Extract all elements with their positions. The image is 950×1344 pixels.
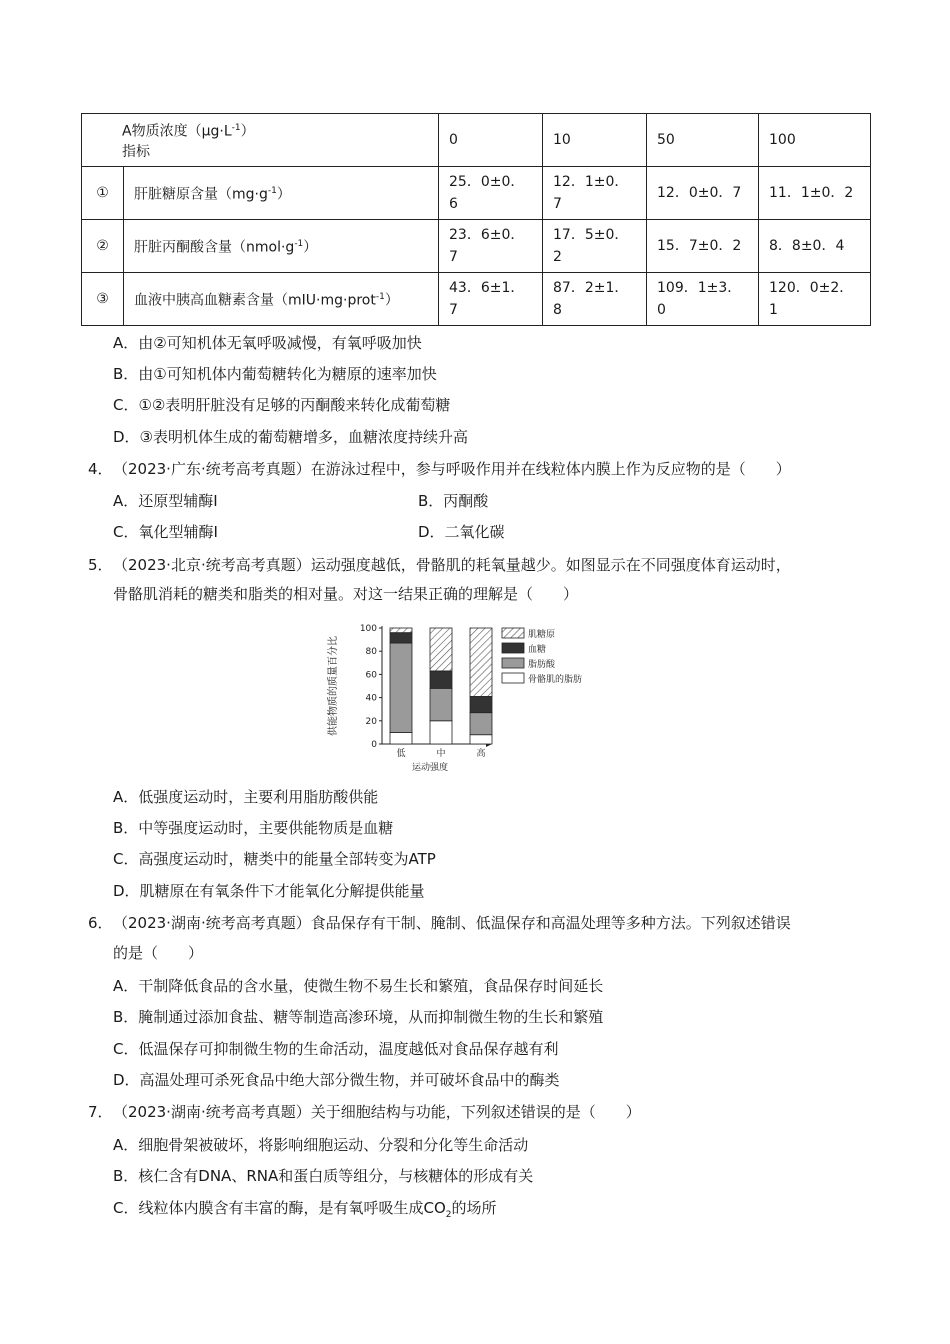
chart-bar-segment — [390, 633, 412, 643]
q5-number: 5． — [88, 556, 113, 574]
table-cell: 11．1±0．2 — [759, 167, 871, 220]
q7-stem-text: （2023·湖南·统考高考真题）关于细胞结构与功能，下列叙述错误的是（ ） — [113, 1103, 641, 1121]
chart-legend-label: 血糖 — [528, 645, 547, 655]
chart-bar-segment — [470, 696, 492, 712]
chart-legend-swatch — [502, 643, 524, 653]
header-label-a: A物质浓度（μg·L — [122, 123, 232, 140]
chart-xlabel: 运动强度 — [411, 763, 449, 773]
q3-option-c[interactable]: C．①②表明肝脏没有足够的丙酮酸来转化成葡萄糖 — [113, 396, 451, 414]
chart-bar-segment — [430, 671, 452, 688]
q4-number: 4． — [88, 460, 113, 478]
chart-legend-label: 脂肪酸 — [528, 660, 556, 670]
q7-option-c-text: C．线粒体内膜含有丰富的酶，是有氧呼吸生成CO — [113, 1199, 446, 1217]
q3-option-d[interactable]: D．③表明机体生成的葡萄糖增多，血糖浓度持续升高 — [113, 428, 468, 446]
chart-bar-segment — [390, 732, 412, 744]
chart-bar-segment — [470, 628, 492, 696]
chart-svg — [318, 618, 618, 778]
chart-bar-segment — [430, 628, 452, 671]
table-cell: 109．1±3．0 — [647, 273, 759, 326]
q7-option-c-sub: 2 — [445, 1210, 452, 1220]
chart-bar-segment — [430, 721, 452, 744]
q7-option-c-tail: 的场所 — [451, 1199, 497, 1217]
chart-category-label: 中 — [436, 749, 446, 759]
row-metric-sup: -1 — [375, 292, 385, 303]
row-metric-sup: -1 — [294, 239, 304, 250]
chart-bar-segment — [390, 643, 412, 732]
q7-option-c[interactable] — [113, 1198, 497, 1225]
q5-option-b[interactable]: B．中等强度运动时，主要供能物质是血糖 — [113, 819, 394, 837]
q5-option-d[interactable]: D．肌糖原在有氧条件下才能氧化分解提供能量 — [113, 882, 425, 900]
chart-ytick-label: 0 — [371, 740, 377, 750]
chart-bar-segment — [390, 628, 412, 633]
q6-stem-line2: 的是（ ） — [113, 944, 204, 962]
q4-option-d[interactable]: D．二氧化碳 — [418, 523, 505, 541]
table-cell: 87．2±1．8 — [543, 273, 647, 326]
table-cell: 12．0±0．7 — [647, 167, 759, 220]
q5-stem-line2: 骨骼肌消耗的糖类和脂类的相对量。对这一结果正确的理解是（ ） — [113, 585, 579, 603]
stacked-bar-chart — [318, 618, 618, 782]
row-metric-label: 血液中胰高血糖素含量（mIU·mg·prot — [134, 292, 376, 309]
row-index: ① — [82, 167, 124, 220]
row-metric-close: ） — [384, 292, 399, 309]
chart-ytick-label: 60 — [365, 670, 377, 681]
q6-stem-line1: （2023·湖南·统考高考真题）食品保存有干制、腌制、低温保存和高温处理等多种方法。下列叙述错误 — [113, 914, 791, 932]
q5-stem — [88, 555, 791, 575]
table-cell: 8．8±0．4 — [759, 220, 871, 273]
row-metric-close: ） — [276, 186, 291, 203]
row-metric-label: 肝脏糖原含量（mg·g — [134, 186, 268, 203]
chart-legend-label: 肌糖原 — [528, 630, 556, 640]
row-metric — [124, 273, 439, 326]
chart-bar-segment — [470, 735, 492, 744]
q4-option-b[interactable]: B．丙酮酸 — [418, 492, 489, 510]
q6-option-d[interactable]: D．高温处理可杀死食品中绝大部分微生物，并可破坏食品中的酶类 — [113, 1071, 560, 1089]
q7-stem — [88, 1102, 641, 1122]
table-cell: 17．5±0．2 — [543, 220, 647, 273]
chart-ytick-label: 40 — [365, 693, 377, 704]
chart-legend-swatch — [502, 628, 524, 638]
chart-legend-swatch — [502, 673, 524, 683]
chart-category-label: 高 — [476, 749, 486, 759]
q5-option-c[interactable]: C．高强度运动时，糖类中的能量全部转变为ATP — [113, 850, 436, 868]
q3-option-b[interactable]: B．由①可知机体内葡萄糖转化为糖原的速率加快 — [113, 365, 437, 383]
table-cell: 25．0±0．6 — [439, 167, 543, 220]
row-index: ② — [82, 220, 124, 273]
q6-option-b[interactable]: B．腌制通过添加食盐、糖等制造高渗环境，从而抑制微生物的生长和繁殖 — [113, 1008, 604, 1026]
chart-ytick-label: 80 — [365, 647, 377, 658]
chart-bar-segment — [430, 688, 452, 720]
data-table — [81, 113, 871, 326]
table-header-row — [82, 114, 871, 167]
header-concentration-1: 10 — [543, 114, 647, 167]
q4-option-c[interactable]: C．氧化型辅酶Ⅰ — [113, 523, 218, 541]
row-metric-close: ） — [303, 239, 318, 256]
row-metric-sup: -1 — [267, 186, 277, 197]
q4-option-a[interactable]: A．还原型辅酶Ⅰ — [113, 492, 218, 510]
table-cell: 12．1±0．7 — [543, 167, 647, 220]
q7-option-a[interactable]: A．细胞骨架被破坏，将影响细胞运动、分裂和分化等生命活动 — [113, 1136, 529, 1154]
chart-bar-segment — [470, 713, 492, 735]
q4-stem-text: （2023·广东·统考高考真题）在游泳过程中，参与呼吸作用并在线粒体内膜上作为反应物的是（ ） — [113, 460, 791, 478]
q4-stem — [88, 459, 791, 479]
header-label-b: 指标 — [122, 143, 150, 160]
q5-option-a[interactable]: A．低强度运动时，主要利用脂肪酸供能 — [113, 788, 379, 806]
table-cell: 43．6±1．7 — [439, 273, 543, 326]
table-cell: 23．6±0．7 — [439, 220, 543, 273]
row-metric — [124, 220, 439, 273]
q6-number: 6． — [88, 914, 113, 932]
chart-ytick-label: 20 — [365, 716, 377, 727]
chart-ylabel: 供能物质的质量百分比 — [328, 636, 339, 736]
q3-option-a[interactable]: A．由②可知机体无氧呼吸减慢，有氧呼吸加快 — [113, 334, 422, 352]
table-header-label — [82, 114, 439, 167]
table-cell: 15．7±0．2 — [647, 220, 759, 273]
q6-option-a[interactable]: A．干制降低食品的含水量，使微生物不易生长和繁殖，食品保存时间延长 — [113, 977, 604, 995]
row-index: ③ — [82, 273, 124, 326]
chart-legend-label: 骨骼肌的脂肪 — [528, 675, 583, 685]
q7-option-b[interactable]: B．核仁含有DNA、RNA和蛋白质等组分，与核糖体的形成有关 — [113, 1167, 534, 1185]
table-row — [82, 167, 871, 220]
header-concentration-3: 100 — [759, 114, 871, 167]
header-concentration-2: 50 — [647, 114, 759, 167]
table-cell: 120．0±2．1 — [759, 273, 871, 326]
header-label-a-sup: -1 — [231, 123, 241, 134]
table-row — [82, 220, 871, 273]
q6-option-c[interactable]: C．低温保存可抑制微生物的生命活动，温度越低对食品保存越有利 — [113, 1040, 559, 1058]
row-metric — [124, 167, 439, 220]
header-label-a-close: ） — [240, 123, 255, 140]
q5-stem-line1: （2023·北京·统考高考真题）运动强度越低，骨骼肌的耗氧量越少。如图显示在不同强度体育运动时， — [113, 556, 791, 574]
q6-stem — [88, 913, 791, 933]
row-metric-label: 肝脏丙酮酸含量（nmol·g — [134, 239, 295, 256]
table-row — [82, 273, 871, 326]
header-concentration-0: 0 — [439, 114, 543, 167]
chart-category-label: 低 — [396, 749, 406, 759]
chart-ytick-label: 100 — [359, 624, 377, 634]
q7-number: 7． — [88, 1103, 113, 1121]
chart-legend-swatch — [502, 658, 524, 668]
